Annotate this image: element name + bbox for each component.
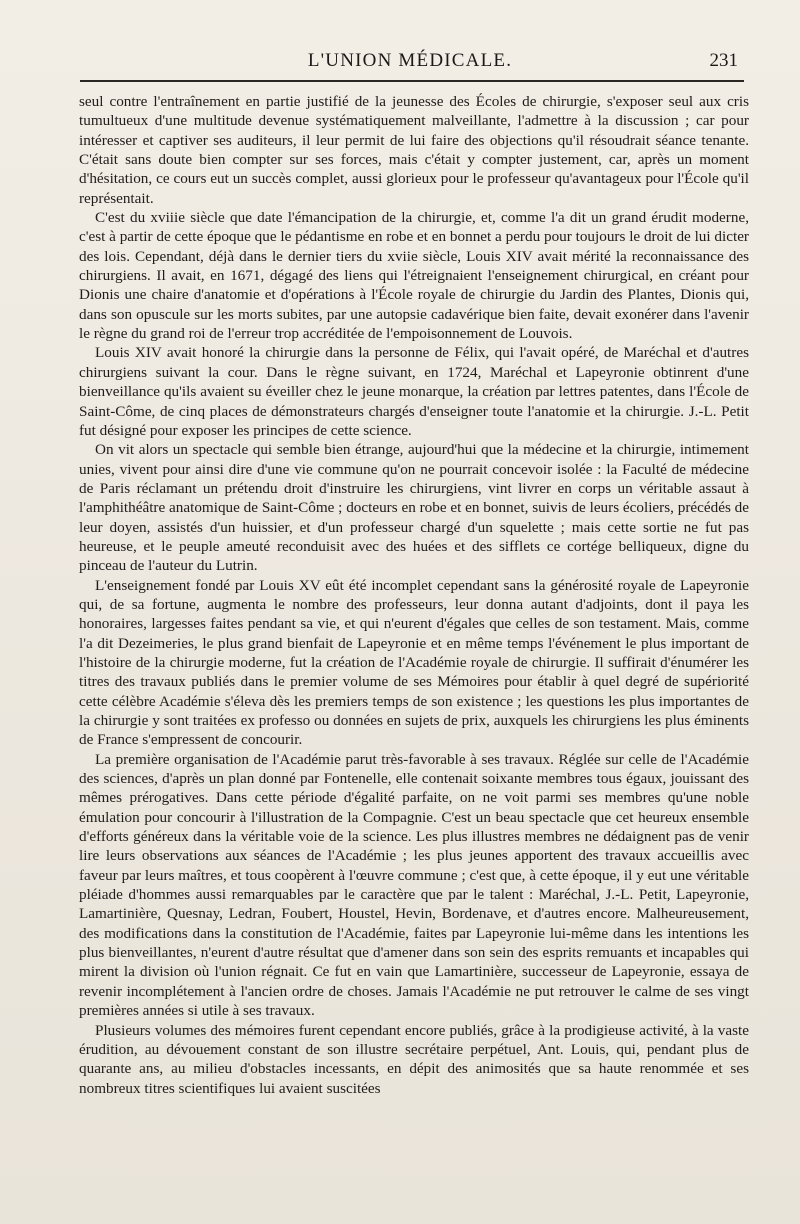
paragraph-4: On vit alors un spectacle qui semble bien étrange, aujourd'hui que la médecine et la chirurgie, intimement unies, vivent pour ainsi dire d'une vie commune qu'on ne pourrait concevoir isolée : la Faculté de médecine de Paris réclamant un prétendu droit d'instruire les chirurgiens, vint livrer en corps un véritable assaut à l'amphithéâtre anatomique de Saint-Côme ; docteurs en robe et en bonnet, suivis de leurs écoliers, précédés de leur doyen, assistés d'un huissier, et d'un professeur chargé d'un squelette ; mais cette sortie ne fut pas heureuse, et le peuple ameuté reconduisit avec des huées et des sifflets ce cortége belliqueux, digne du pinceau de l'auteur du Lutrin. (79, 441, 749, 575)
paragraph-5: L'enseignement fondé par Louis XV eût été incomplet cependant sans la générosité royale de Lapeyronie qui, de sa fortune, augmenta le nombre des professeurs, leur donna autant d'adjoints, dont il paya les honoraires, largesses faites pendant sa vie, et qui n'eurent d'égales que celles de son testament. Mais, comme l'a dit Dezeimeries, le plus grand bienfait de Lapeyronie et en même temps l'événement le plus important de l'histoire de la chirurgie moderne, fut la création de l'Académie royale de chirurgie. Il suffirait d'énumérer les titres des travaux publiés dans le premier volume de ses Mémoires pour établir à quel degré de supériorité cette célèbre Académie s'éleva dès les premiers temps de son existence ; les questions les plus importantes de la chirurgie y sont traitées ex professo ou données en sujets de prix, auxquels les chirurgiens les plus éminents de France s'empressent de concourir. (79, 576, 749, 749)
paragraph-3: Louis XIV avait honoré la chirurgie dans la personne de Félix, qui l'avait opéré, de Maréchal et d'autres chirurgiens suivant la cour. Dans le règne suivant, en 1724, Maréchal et Lapeyronie obtinrent d'une bienveillance qu'ils avaient su éveiller chez le jeune monarque, la création par lettres patentes, dans l'École de Saint-Côme, de cinq places de démonstrateurs chargés d'enseigner toute l'anatomie et la chirurgie. J.-L. Petit fut désigné pour exposer les principes de cette science. (79, 344, 749, 439)
article-body (79, 92, 749, 1098)
paragraph-2: C'est du xviiie siècle que date l'émancipation de la chirurgie, et, comme l'a dit un grand érudit moderne, c'est à partir de cette époque que le pédantisme en robe et en bonnet a perdu pour toujours le droit de lui dicter des lois. Cependant, déjà dans le dernier tiers du xviie siècle, Louis XIV avait mérité la reconnaissance des chirurgiens. Il avait, en 1671, dégagé des liens qui l'étreignaient l'enseignement chirurgical, en créant pour Dionis une chaire d'anatomie et d'opérations à l'École royale de chirurgie du Jardin des Plantes, Dionis qui, dans son opuscule sur les morts subites, par une autopsie cadavérique bien faite, devait exonérer dans l'avenir le règne du grand roi de l'erreur trop accréditée de l'empoisonnement de Louvois. (79, 209, 749, 343)
running-header (80, 46, 740, 78)
journal-title: L'UNION MÉDICALE. (307, 50, 513, 71)
paragraph-6: La première organisation de l'Académie parut très-favorable à ses travaux. Réglée sur celle de l'Académie des sciences, d'après un plan donné par Fontenelle, elle contenait soixante membres tous égaux, jouissant des mêmes prérogatives. Dans cette période d'égalité parfaite, on ne voit parmi ses membres qu'une noble émulation pour concourir à l'illustration de la Compagnie. C'est un beau spectacle que cet heureux ensemble d'efforts généreux dans la véritable voie de la science. Les plus illustres membres ne dédaignent pas de venir lire leurs observations aux séances de l'Académie ; les plus jeunes apportent des travaux accueillis avec faveur par leurs maîtres, et tous coopèrent à l'œuvre commune ; c'est que, à cette époque, il y eut une véritable pléiade d'hommes aussi remarquables par le caractère que par le talent : Maréchal, J.-L. Petit, Lapeyronie, Lamartinière, Quesnay, Ledran, Foubert, Houstel, Hevin, Bordenave, et d'autres encore. Malheureusement, des modifications dans la constitution de l'Académie, faites par Lapeyronie lui-même dans les intentions les plus bienveillantes, n'eurent d'autre résultat que d'amener dans son sein des esprits remuants et incapables qui mirent la division où l'union régnait. Ce fut en vain que Lamartinière, successeur de Lapeyronie, essaya de revenir incomplétement à l'ancien ordre de choses. Jamais l'Académie ne put retrouver le calme de ses vingt premières années si utile à ses travaux. (79, 750, 749, 1020)
paragraph-7: Plusieurs volumes des mémoires furent cependant encore publiés, grâce à la prodigieuse activité, à la vaste érudition, au dévouement constant de son illustre secrétaire perpétuel, Ant. Louis, qui, pendant plus de quarante ans, au milieu d'obstacles incessants, en dépit des animosités que sa haute renommée et ses nombreux titres scientifiques lui avaient suscitées (79, 1021, 749, 1097)
paragraph-1: seul contre l'entraînement en partie justifié de la jeunesse des Écoles de chirurgie, s'exposer seul aux cris tumultueux d'une multitude devenue systématiquement malveillante, l'admettre à la discussion ; car pour intéresser et captiver ses auditeurs, il leur permit de lui faire des objections qu'il résoudrait séance tenante. C'était sans doute bien compter sur ses forces, mais c'était y compter justement, car, après un moment d'hésitation, ce cours eut un succès complet, aussi glorieux pour le professeur qu'avantageux pour l'École qu'il représentait. (79, 93, 749, 207)
page-number: 231 (709, 50, 738, 71)
header-rule (80, 80, 744, 82)
